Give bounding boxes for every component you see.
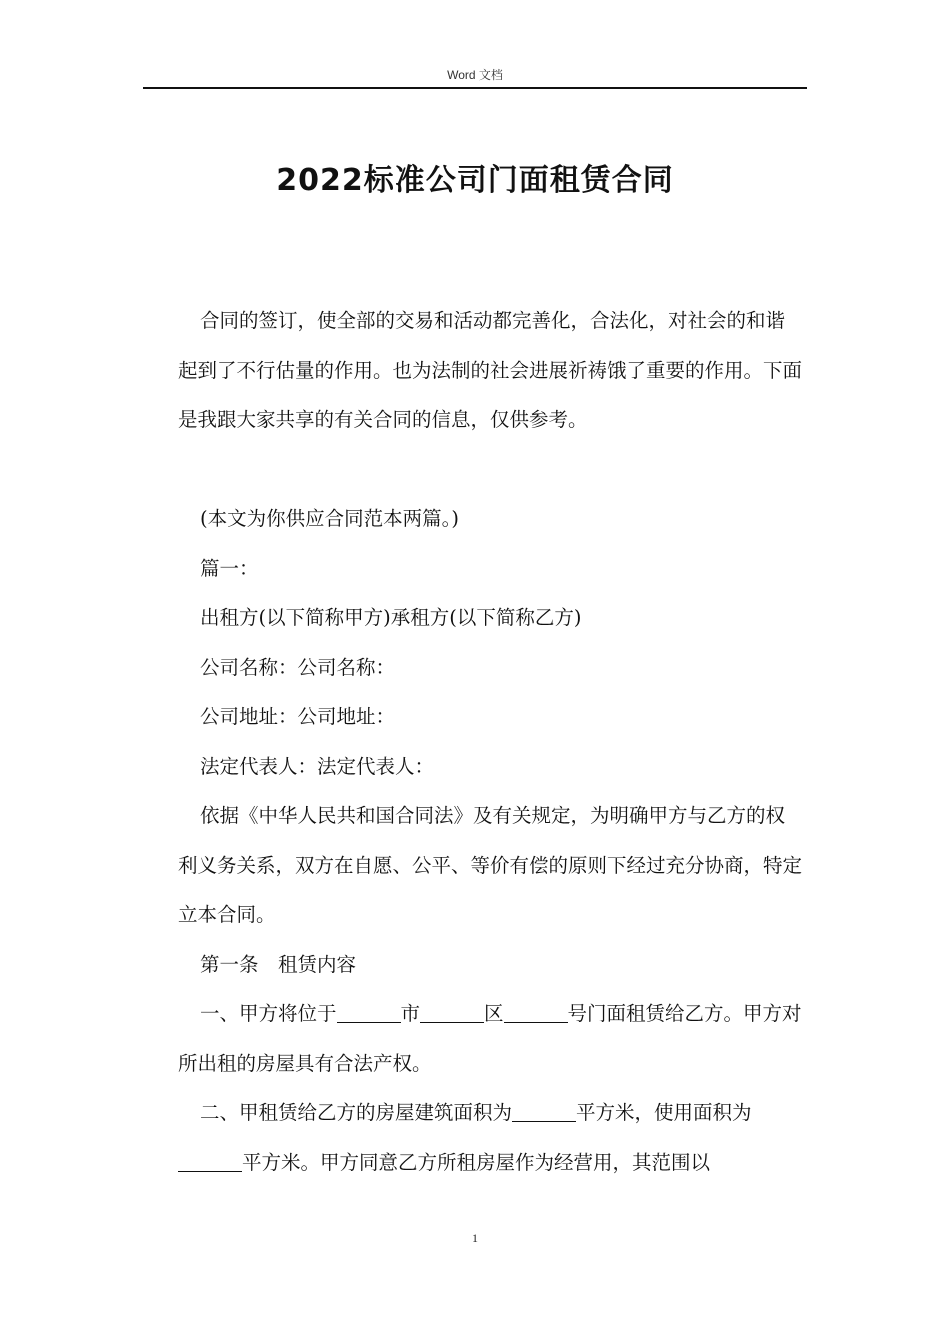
document-title: 2022标准公司门面租赁合同 bbox=[276, 163, 674, 198]
usable-area-blank[interactable] bbox=[178, 1151, 242, 1172]
clause-1-text-c: 区 bbox=[484, 1002, 504, 1025]
article-1-heading: 第一条 租赁内容 bbox=[200, 952, 357, 976]
parties-line: 出租方(以下简称甲方)承租方(以下简称乙方) bbox=[200, 606, 582, 629]
clause-1-paragraph bbox=[178, 989, 804, 1088]
page-number: 1 bbox=[472, 1231, 478, 1245]
company-name-line: 公司名称：公司名称： bbox=[200, 655, 396, 679]
building-area-blank[interactable] bbox=[512, 1101, 576, 1122]
document-body bbox=[178, 296, 804, 1187]
clause-1-text-b: 市 bbox=[400, 1002, 421, 1025]
district-blank[interactable] bbox=[420, 1002, 484, 1023]
clause-2-paragraph bbox=[178, 1088, 804, 1187]
clause-1-text-d: 号门面租赁给乙方。甲方对所出租的房屋具有合法产权。 bbox=[178, 1002, 802, 1075]
company-address-line: 公司地址：公司地址： bbox=[200, 705, 396, 728]
clause-2-text-a: 二、甲租赁给乙方的房屋建筑面积为 bbox=[200, 1101, 513, 1124]
header-divider bbox=[143, 87, 807, 89]
clause-2-text-b: 平方米，使用面积为 bbox=[576, 1101, 752, 1124]
clause-2-text-c: 平方米。甲方同意乙方所租房屋作为经营用，其范围以 bbox=[242, 1150, 711, 1174]
basis-paragraph: 依据《中华人民共和国合同法》及有关规定，为明确甲方与乙方的权利义务关系，双方在自愿、公平、等价有偿的原则下经过充分协商，特定立本合同。 bbox=[178, 804, 803, 926]
note-paragraph: (本文为你供应合同范本两篇。) bbox=[200, 507, 459, 530]
clause-1-text-a: 一、甲方将位于 bbox=[200, 1002, 337, 1025]
legal-rep-line: 法定代表人：法定代表人： bbox=[200, 754, 435, 778]
city-blank[interactable] bbox=[337, 1002, 401, 1023]
number-blank[interactable] bbox=[504, 1002, 568, 1023]
intro-paragraph: 合同的签订，使全部的交易和活动都完善化，合法化，对社会的和谐起到了不行估量的作用。也为法制的社会进展祈祷饿了重要的作用。下面是我跟大家共享的有关合同的信息，仅供参考。 bbox=[178, 309, 803, 431]
part-one-heading: 篇一： bbox=[200, 556, 259, 580]
page-header: Word 文档 bbox=[447, 68, 503, 82]
